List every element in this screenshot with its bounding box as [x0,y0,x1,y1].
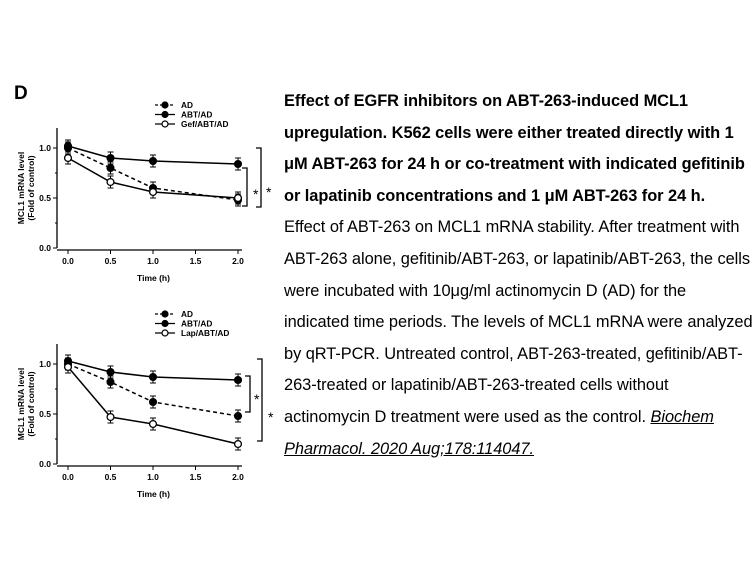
x-axis-label: Time (h) [137,273,170,283]
legend-label: Lap/ABT/AD [181,328,230,338]
data-point [150,158,157,165]
data-point [235,377,242,384]
data-point [150,399,157,406]
legend-marker [162,330,168,336]
data-point [65,143,72,150]
data-point [235,161,242,168]
y-tick-label: 0.0 [39,459,51,469]
data-point [107,379,114,386]
x-tick-label: 2.0 [232,472,244,482]
x-tick-label: 1.5 [189,256,202,266]
data-point [235,441,242,448]
y-tick-label: 0.0 [39,243,51,253]
significance-star: * [254,391,260,407]
data-point [235,413,242,420]
significance-star: * [266,184,272,200]
y-axis-label: (Fold of control) [26,371,36,437]
legend-marker [162,102,168,108]
x-tick-label: 1.0 [147,472,159,482]
x-tick-label: 1.5 [189,472,202,482]
panel-label: D [14,83,28,104]
data-point [107,369,114,376]
significance-star: * [253,186,259,202]
legend-label: AD [181,100,193,110]
x-axis-label: Time (h) [137,489,170,499]
legend-label: ABT/AD [181,318,213,329]
x-tick-label: 1.0 [147,256,159,266]
data-point [107,155,114,162]
data-point [235,195,242,202]
y-axis-label: MCL1 mRNA level [16,367,26,441]
figure-svg [0,0,274,567]
legend-label: Gef/ABT/AD [181,119,229,129]
y-axis-label: MCL1 mRNA level [16,151,26,225]
legend-marker [162,112,168,118]
x-tick-label: 0.0 [62,256,74,266]
legend-marker [162,121,168,127]
figure-panel-d [0,0,274,567]
y-tick-label: 0.5 [39,409,51,419]
y-tick-label: 0.5 [39,193,51,203]
figure-caption [284,86,754,465]
caption-title: Effect of EGFR inhibitors on ABT-263-induced MCL1 upregulation. K562 cells were either treated directly with 1 μM ABT-263 for 24 h or co-treatment with indicated gefitinib or lapatinib concentrations and 1 μM ABT-263 for 24 h. [284,92,745,205]
legend-marker [162,321,168,327]
data-point [107,179,114,186]
chart-1 [16,100,272,283]
data-point [107,165,114,172]
caption-body: Effect of ABT-263 on MCL1 mRNA stability. After treatment with ABT-263 alone, gefitinib/ABT-263, or lapatinib/ABT-263, the cells were incubated with 10μg/ml actinomycin D (AD) for the indicated time periods. The levels of MCL1 mRNA were analyzed by qRT-PCR. Untreated control, ABT-263-treated, gefitinib/ABT-263-treated or lapatinib/ABT-263-treated cells without actinomycin D treatment were used as the control. [284,218,753,426]
data-point [150,189,157,196]
data-point [150,374,157,381]
legend-label: AD [181,309,193,319]
x-tick-label: 0.5 [104,256,117,266]
data-point [107,414,114,421]
data-point [65,364,72,371]
citation-link[interactable]: Biochem Pharmacol. 2020 Aug;178:114047. [284,407,714,458]
x-tick-label: 0.5 [104,472,117,482]
y-tick-label: 1.0 [39,359,51,369]
chart-2 [16,309,274,499]
data-point [150,421,157,428]
y-tick-label: 1.0 [39,143,51,153]
significance-star: * [268,409,274,425]
legend-label: ABT/AD [181,109,213,120]
x-tick-label: 2.0 [232,256,244,266]
significance-bracket [245,376,250,412]
legend-marker [162,311,168,317]
data-point [65,155,72,162]
x-tick-label: 0.0 [62,472,74,482]
y-axis-label: (Fold of control) [26,155,36,221]
significance-bracket [242,168,247,206]
